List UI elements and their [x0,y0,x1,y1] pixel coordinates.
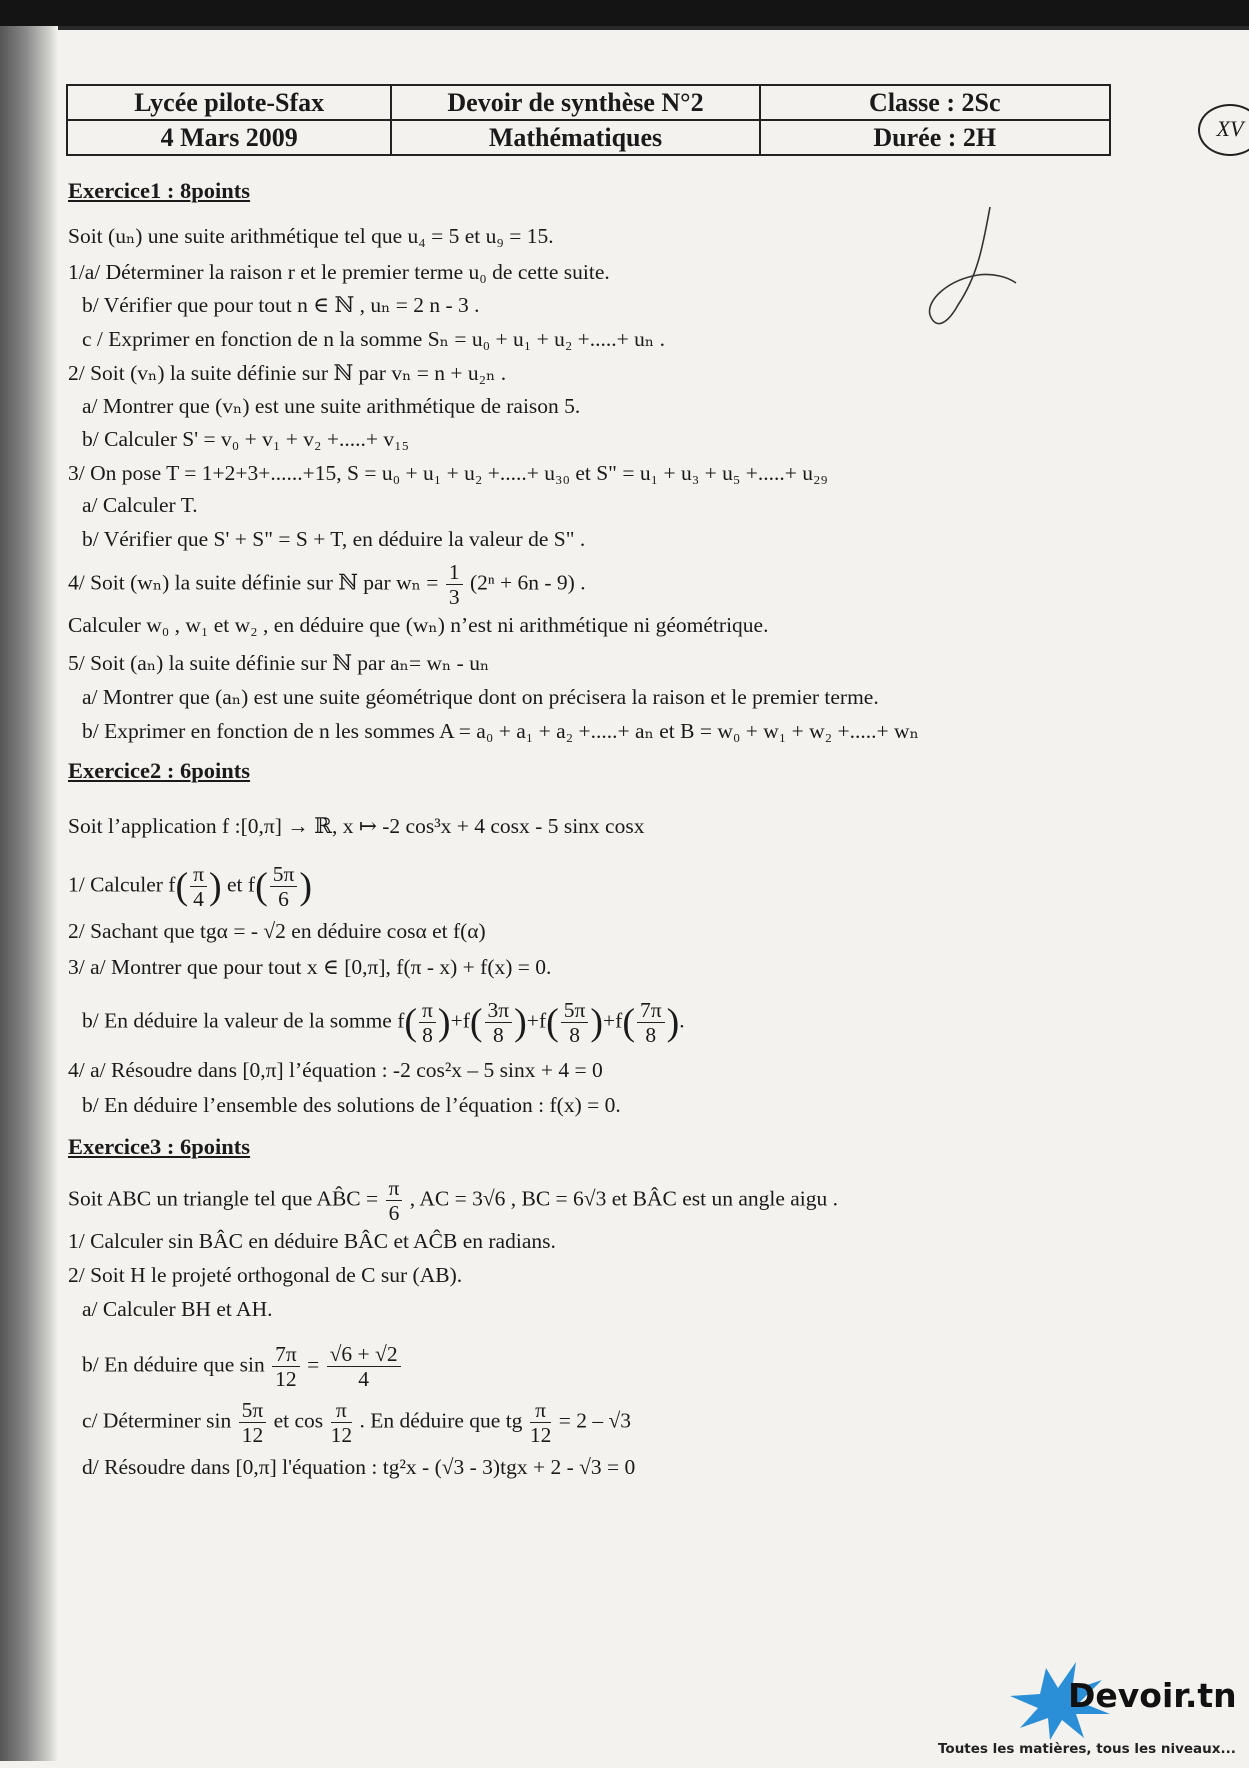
ex2-q1: 1/ Calculer f( $\frac{\pi}{4}$ ) et f( $\frac{5\pi}{6}$ ) [68,862,312,911]
ex3-q2: 2/ Soit H le projeté orthogonal de C sur (AB). [68,1263,463,1287]
ex1-q2a: a/ Montrer que (vₙ) est une suite arithmétique de raison 5. [82,394,581,418]
subject-name: Mathématiques [391,120,759,155]
logo-tagline: Toutes les matières, tous les niveaux... [938,1741,1236,1757]
ex1-q3a: a/ Calculer T. [82,493,198,517]
ex3-q2d: d/ Résoudre dans [0,π] l'équation : tg²x - (√3 - 3)tgx + 2 - √3 = 0 [82,1455,636,1479]
ex1-q4-text: 4/ Soit (wₙ) la suite définie sur ℕ par wₙ = [68,570,439,595]
ex1-q4-calc: Calculer w₀ , w₁ et w₂ , en déduire que (wₙ) n’est ni arithmétique ni géométrique. [68,613,769,637]
ex3-q2a: a/ Calculer BH et AH. [82,1297,273,1321]
ex1-q5: 5/ Soit (aₙ) la suite définie sur ℕ par aₙ= wₙ - uₙ [68,651,490,675]
exercise-1-title: Exercice1 : 8points [68,178,251,203]
ex1-intro: Soit (uₙ) une suite arithmétique tel que u₄ = 5 et u₉ = 15. [68,224,554,248]
fraction-5pi-12: $\frac{5\pi}{12}$ [239,1398,267,1447]
ex1-q5a: a/ Montrer que (aₙ) est une suite géométrique dont on précisera la raison et le premier terme. [82,685,879,709]
ex1-q1b: b/ Vérifier que pour tout n ∈ ℕ , uₙ = 2 n - 3 . [82,293,480,317]
ex2-q4a: 4/ a/ Résoudre dans [0,π] l’équation : -2 cos²x – 5 sinx + 4 = 0 [68,1058,603,1082]
grade-stamp: XV [1198,104,1249,156]
exam-date: 4 Mars 2009 [67,120,391,155]
fraction-pi-8: $\frac{\pi}{8}$ [419,998,436,1047]
header-table [66,84,1111,156]
class-name: Classe : 2Sc [760,85,1110,120]
fraction-one-third: $\frac{1}{3}$ [446,560,463,609]
fraction-3pi-8: $\frac{3\pi}{8}$ [485,998,513,1047]
ex1-q3b: b/ Vérifier que S' + S" = S + T, en déduire la valeur de S" . [82,527,586,551]
ex2-q4b: b/ En déduire l’ensemble des solutions de l’équation : f(x) = 0. [82,1093,621,1117]
scan-left-shadow [0,26,58,1761]
ex1-q2b: b/ Calculer S' = v₀ + v₁ + v₂ +.....+ v₁₅ [82,427,410,451]
exam-page [58,30,1249,1761]
fraction-5pi-6: $\frac{5\pi}{6}$ [270,862,298,911]
ex1-q5b: b/ Exprimer en fonction de n les sommes A = a₀ + a₁ + a₂ +.....+ aₙ et B = w₀ + w₁ + w₂ +.....+ wₙ [82,719,919,743]
exercise-2-title: Exercice2 : 6points [68,758,251,783]
ex3-q2c: c/ Déterminer sin $\frac{5\pi}{12}$ et cos $\frac{\pi}{12}$ . En déduire que tg $\frac{\pi}{12}$ = 2 – √3 [82,1398,631,1447]
ex3-q2b: b/ En déduire que sin $\frac{7\pi}{12}$ = $\frac{√6 + √2}{4}$ [82,1342,403,1391]
ex2-q3b: b/ En déduire la valeur de la somme f( $\frac{\pi}{8}$ )+f( $\frac{3\pi}{8}$ )+f( $\frac{5\pi}{8}$ )+f( $\frac{7\pi}{8}$ ). [82,998,685,1047]
logo-brand: Devoir.tn [1068,1676,1237,1715]
exercise-3-title: Exercice3 : 6points [68,1134,251,1159]
fraction-pi-6: $\frac{\pi}{6}$ [386,1176,403,1225]
ex1-q4-expr: (2ⁿ + 6n - 9) . [469,570,586,595]
scan-top-border [0,0,1249,26]
ex2-intro: Soit l’application f :[0,π] → ℝ, x ↦ -2 cos³x + 4 cosx - 5 sinx cosx [68,814,645,838]
fraction-pi-12-a: $\frac{\pi}{12}$ [330,1398,353,1447]
ex1-q1a: 1/a/ Déterminer la raison r et le premier terme u₀ de cette suite. [68,260,610,284]
ex1-q1c: c / Exprimer en fonction de n la somme Sₙ = u₀ + u₁ + u₂ +.....+ uₙ . [82,327,665,351]
fraction-pi-12-b: $\frac{\pi}{12}$ [529,1398,552,1447]
ex2-q2: 2/ Sachant que tgα = - √2 en déduire cosα et f(α) [68,919,486,943]
ex1-q3: 3/ On pose T = 1+2+3+......+15, S = u₀ + u₁ + u₂ +.....+ u₃₀ et S" = u₁ + u₃ + u₅ +.....+ u₂₉ [68,461,828,485]
fraction-5pi-8: $\frac{5\pi}{8}$ [561,998,589,1047]
fraction-7pi-8: $\frac{7\pi}{8}$ [637,998,665,1047]
ex1-q4 [68,560,586,609]
ex3-q1: 1/ Calculer sin BÂC en déduire BÂC et AĈB en radians. [68,1229,556,1253]
exam-title: Devoir de synthèse N°2 [391,85,759,120]
ex1-q2: 2/ Soit (vₙ) la suite définie sur ℕ par vₙ = n + u₂ₙ . [68,361,507,385]
ex3-intro: Soit ABC un triangle tel que AB̂C = $\frac{\pi}{6}$ , AC = 3√6 , BC = 6√3 et BÂC est un angle aigu . [68,1176,839,1225]
exam-duration: Durée : 2H [760,120,1110,155]
fraction-pi-4: $\frac{\pi}{4}$ [190,862,207,911]
fraction-7pi-12: $\frac{7\pi}{12}$ [272,1342,300,1391]
handwritten-mark-icon [928,205,1018,335]
ex2-q3a: 3/ a/ Montrer que pour tout x ∈ [0,π], f(π - x) + f(x) = 0. [68,955,552,979]
school-name: Lycée pilote-Sfax [67,85,391,120]
fraction-sqrt-over-4: $\frac{√6 + √2}{4}$ [327,1342,401,1391]
devoir-tn-logo [938,1658,1249,1768]
